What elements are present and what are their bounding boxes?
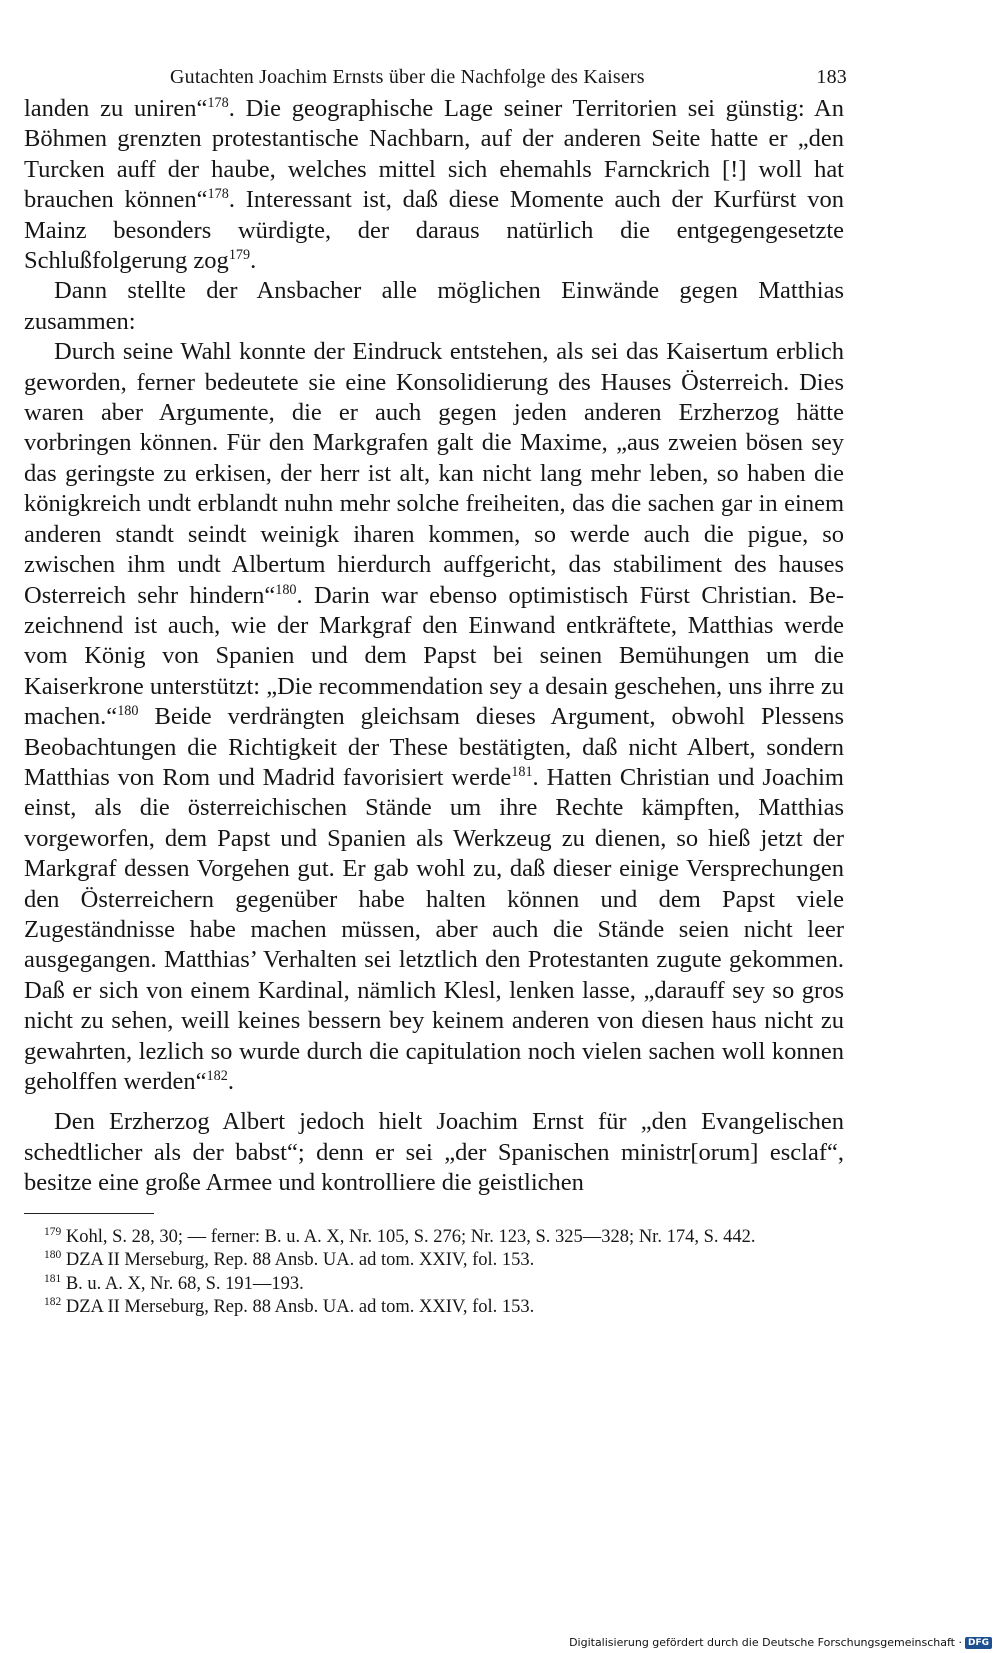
footnote-text: DZA II Merseburg, Rep. 88 Ansb. UA. ad tom. XXIV, fol. 153. <box>65 1297 535 1318</box>
footnote-ref: 182 <box>206 1068 228 1085</box>
footnote-number: 181 <box>44 1272 62 1285</box>
text-run: landen zu uniren“ <box>24 95 208 122</box>
text-run: . <box>227 1068 234 1095</box>
body-text <box>24 94 844 1199</box>
digitization-credit <box>569 1636 992 1649</box>
page-number: 183 <box>816 66 847 88</box>
footnote <box>24 1249 844 1273</box>
footnotes <box>24 1226 844 1320</box>
footnote-ref: 180 <box>117 703 139 720</box>
text-run: . <box>250 247 257 275</box>
dfg-logo-icon: DFG <box>965 1637 992 1649</box>
paragraph-1 <box>24 94 844 276</box>
footnote-ref: 180 <box>275 581 297 598</box>
footnote-ref: 179 <box>228 247 251 264</box>
paragraph-2: Dann stellte der Ansbacher alle möglichen Einwände gegen Matthias zusammen: <box>24 277 844 335</box>
paragraph-4: Den Erzherzog Albert jedoch hielt Joachim Ernst für „den Evangelischen schedtlicher als der babst“; denn er sei „der Spanischen ministr[orum] esclaf“, besitze eine große Armee und kontrolliere die geistlichen <box>24 1108 844 1197</box>
footnote-number: 180 <box>44 1249 62 1262</box>
text-run: Beide verdrängten gleichsam dieses Argument, obwohl Plessens Beobachtungen die Richtigkeit der These bestätigten, daß nicht Albert, sondern Matthias von Rom und Madrid favorisiert werde <box>24 703 844 791</box>
footnote <box>24 1273 844 1297</box>
footnote-text: DZA II Merseburg, Rep. 88 Ansb. UA. ad tom. XXIV, fol. 153. <box>65 1250 535 1271</box>
text-run: . Die geographische Lage seiner Territorien sei günstig: An Böhmen grenzten protestantische Nachbarn, auf der anderen Seite hatte er „den Turcken auff der haube, welches mittel sich ehemahls Farnckrich [!] woll hat brauchen können“ <box>24 95 844 214</box>
footnote-text: B. u. A. X, Nr. 68, S. 191—193. <box>65 1273 304 1294</box>
footnote-ref: 181 <box>511 764 533 781</box>
footnote-number: 182 <box>44 1296 62 1309</box>
text-run: . Hatten Christian und Joachim einst, als die österreichischen Stände um ihre Rechte kämpften, Matthias vorgeworfen, dem Papst und Spanien als Werkzeug zu dienen, so hieß jetzt der Markgraf dessen Vorgehen gut. Er gab wohl zu, daß dieser einige Versprechungen den Österreichern gegenüber habe halten können und dem Papst viele Zugeständnisse habe machen müssen, aber auch die Stände seien nicht leer ausgegangen. Matthias’ Verhalten sei letztlich den Protestanten zugute gekommen. Daß er sich von einem Kardinal, nämlich Klesl, lenken lasse, „darauff sey so gros nicht zu sehen, weill keines bessern bey keinem anderen von diesen haus nicht zu gewahrten, lezlich so wurde durch die capitulation noch vielen sachen woll konnen geholffen werden“ <box>24 763 844 1095</box>
footnote <box>24 1296 844 1320</box>
page <box>24 58 847 1320</box>
running-head <box>24 58 847 94</box>
running-title: Gutachten Joachim Ernsts über die Nachfolge des Kaisers <box>170 66 645 88</box>
footnote-ref: 178 <box>207 95 229 112</box>
credit-text: Digitalisierung gefördert durch die Deutsche Forschungsgemeinschaft · <box>569 1636 962 1649</box>
footnote <box>24 1226 844 1250</box>
footnote-ref: 178 <box>207 186 229 203</box>
footnote-text: Kohl, S. 28, 30; — ferner: B. u. A. X, Nr. 105, S. 276; Nr. 123, S. 325—328; Nr. 174, S. 442. <box>65 1226 756 1247</box>
text-run: . Interessant ist, daß diese Momente auch der Kurfürst von Mainz besonders würdigte, der daraus natürlich die entgegengesetzte Schlußfolgerung zog <box>24 186 844 275</box>
text-run: Durch seine Wahl konnte der Eindruck entstehen, als sei das Kaisertum erblich geworden, ferner bedeutete sie eine Konsolidierung des Hauses Österreich. Dies waren aber Argumente, die er auch gegen jeden anderen Erzherzog hätte vorbringen können. Für den Markgrafen galt die Maxime, „aus zweien bösen sey das geringste zu erkisen, der herr ist alt, kan nicht lang mehr leben, so haben die königkreich undt erblandt nuhn mehr solche freiheiten, das die sachen gar in einem anderen standt seindt weinigk iharen kommen, so werde auch die pigue, so zwischen ihm undt Albertum hierdurch auffgericht, das stabiliment des hauses Osterreich sehr hindern“ <box>24 338 844 609</box>
paragraph-3 <box>24 337 844 1097</box>
text-run: . Darin war ebenso optimistisch Fürst Christian. Bezeichnend ist auch, wie der Markgraf den Einwand entkräftete, Matthias werde vom König von Spanien und dem Papst bei seinen Bemühungen um die Kaiserkrone unterstützt: „Die recommendation sey a desain geschehen, uns ihrre zu machen.“ <box>24 581 844 731</box>
footnote-separator <box>24 1213 154 1214</box>
footnote-number: 179 <box>44 1225 62 1238</box>
